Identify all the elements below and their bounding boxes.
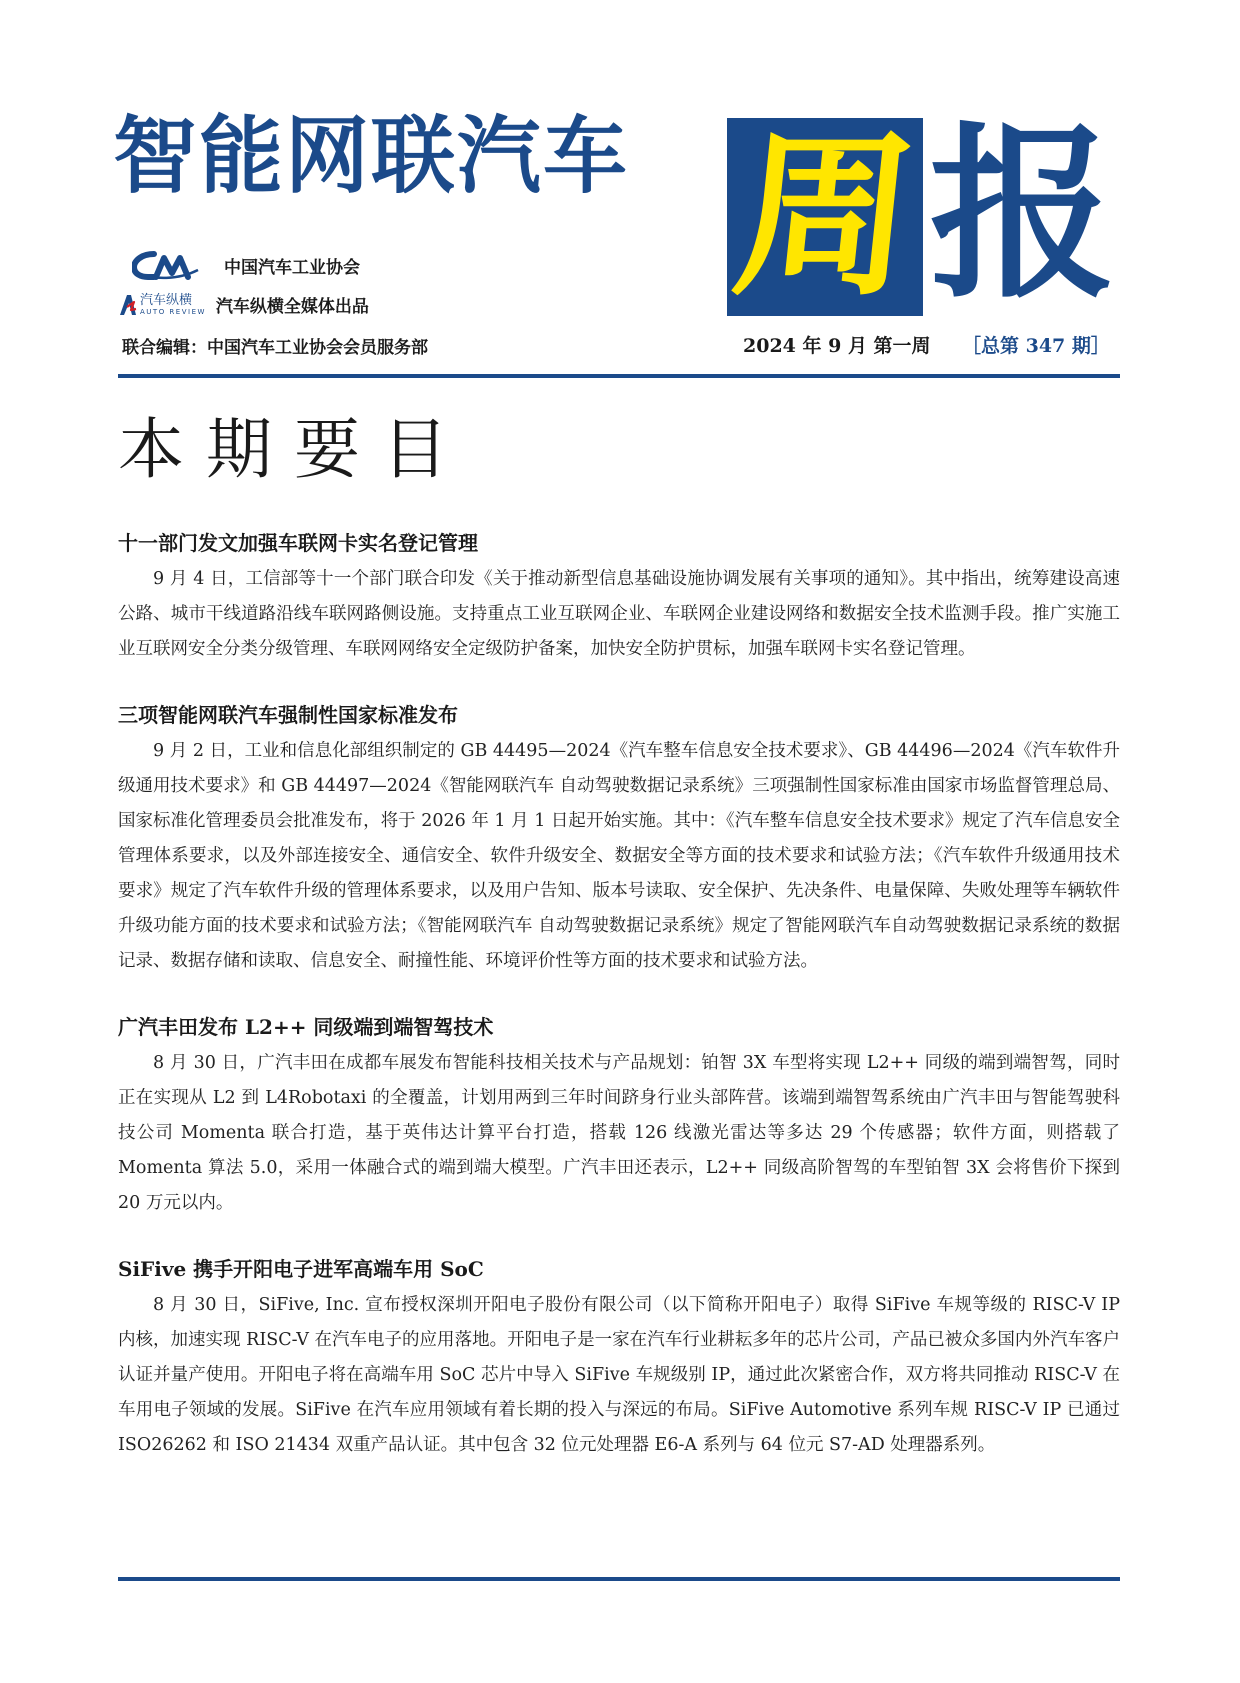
joint-editors: 联合编辑：中国汽车工业协会会员服务部 xyxy=(122,338,428,358)
article-body: 9 月 4 日，工信部等十一个部门联合印发《关于推动新型信息基础设施协调发展有关事项的通知》。其中指出，统筹建设高速公路、城市干线道路沿线车联网路侧设施。支持重点工业互联网企业、车联网企业建设网络和数据安全技术监测手段。推广实施工业互联网安全分类分级管理、车联网网络安全定级防护备案，加快安全防护贯标，加强车联网卡实名登记管理。 xyxy=(118,569,1120,659)
article-title: 三项智能网联汽车强制性国家标准发布 xyxy=(118,703,458,727)
section-title: 本期要目 xyxy=(118,411,470,488)
article-body: 9 月 2 日，工业和信息化部组织制定的 GB 44495—2024《汽车整车信息安全技术要求》、GB 44496—2024《汽车软件升级通用技术要求》和 GB 44497—2024《智能网联汽车 自动驾驶数据记录系统》三项强制性国家标准由国家市场监督管理总局、国家标准化管理委员会批准发布，将于 2026 年 1 月 1 日起开始实施。其中：《汽车整车信息安全技术要求》规定了汽车信息安全管理体系要求，以及外部连接安全、通信安全、软件升级安全、数据安全等方面的技术要求和试验方法；《汽车软件升级通用技术要求》规定了汽车软件升级的管理体系要求，以及用户告知、版本号读取、安全保护、先决条件、电量保障、失败处理等车辆软件升级功能方面的技术要求和试验方法；《智能网联汽车 自动驾驶数据记录系统》规定了智能网联汽车自动驾驶数据记录系统的数据记录、数据存储和读取、信息安全、耐撞性能、环境评价性等方面的技术要求和试验方法。 xyxy=(118,741,1120,971)
auto-review-en: AUTO REVIEW xyxy=(140,307,206,316)
article-body: 8 月 30 日，SiFive, Inc. 宣布授权深圳开阳电子股份有限公司（以下简称开阳电子）取得 SiFive 车规等级的 RISC-V IP 内核，加速实现 RISC-V 在汽车电子的应用落地。开阳电子是一家在汽车行业耕耘多年的芯片公司，产品已被众多国内外汽车客户认证并量产使用。开阳电子将在高端车用 SoC 芯片中导入 SiFive 车规级别 IP，通过此次紧密合作，双方将共同推动 RISC-V 在车用电子领域的发展。SiFive 在汽车应用领域有着长期的投入与深远的布局。SiFive Automotive 系列车规 RISC-V IP 已通过 ISO26262 和 ISO 21434 双重产品认证。其中包含 32 位元处理器 E6-A 系列与 64 位元 S7-AD 处理器系列。 xyxy=(118,1295,1120,1455)
issue-date: 2024 年 9 月 第一周 xyxy=(743,335,931,357)
masthead-title: 智能网联汽车 xyxy=(113,107,630,205)
org-secondary-name: 汽车纵横全媒体出品 xyxy=(215,297,369,317)
article-title: 十一部门发文加强车联网卡实名登记管理 xyxy=(118,531,478,555)
article-item xyxy=(118,1254,1120,1463)
weekly-badge xyxy=(725,113,925,320)
article-list xyxy=(118,528,1120,1496)
article-item xyxy=(118,528,1120,667)
article-title: 广汽丰田发布 L2++ 同级端到端智驾技术 xyxy=(118,1015,494,1039)
header-divider xyxy=(118,374,1120,378)
footer-divider xyxy=(118,1577,1120,1581)
org-primary-row xyxy=(132,250,360,280)
org-secondary-row xyxy=(118,292,369,317)
org-primary-name: 中国汽车工业协会 xyxy=(224,257,360,278)
article-item xyxy=(118,700,1120,979)
weekly-badge-char: 周 xyxy=(725,113,925,320)
auto-review-mark-icon xyxy=(118,293,138,317)
article-body: 8 月 30 日，广汽丰田在成都车展发布智能科技相关技术与产品规划：铂智 3X 车型将实现 L2++ 同级的端到端智驾，同时正在实现从 L2 到 L4Robotaxi 的全覆盖，计划用两到三年时间跻身行业头部阵营。该端到端智驾系统由广汽丰田与智能驾驶科技公司 Momenta 联合打造，基于英伟达计算平台打造，搭载 126 线激光雷达等多达 29 个传感器；软件方面，则搭载了 Momenta 算法 5.0，采用一体融合式的端到端大模型。广汽丰田还表示，L2++ 同级高阶智驾的车型铂智 3X 会将售价下探到 20 万元以内。 xyxy=(118,1053,1120,1213)
auto-review-wordmark xyxy=(140,294,206,316)
auto-review-logo xyxy=(118,293,206,317)
issue-number: ［总第 347 期］ xyxy=(962,335,1110,357)
report-char: 报 xyxy=(929,106,1116,323)
article-title: SiFive 携手开阳电子进军高端车用 SoC xyxy=(118,1257,484,1281)
article-item xyxy=(118,1012,1120,1221)
caam-logo-icon xyxy=(132,250,202,280)
auto-review-cn: 汽车纵横 xyxy=(140,292,193,308)
